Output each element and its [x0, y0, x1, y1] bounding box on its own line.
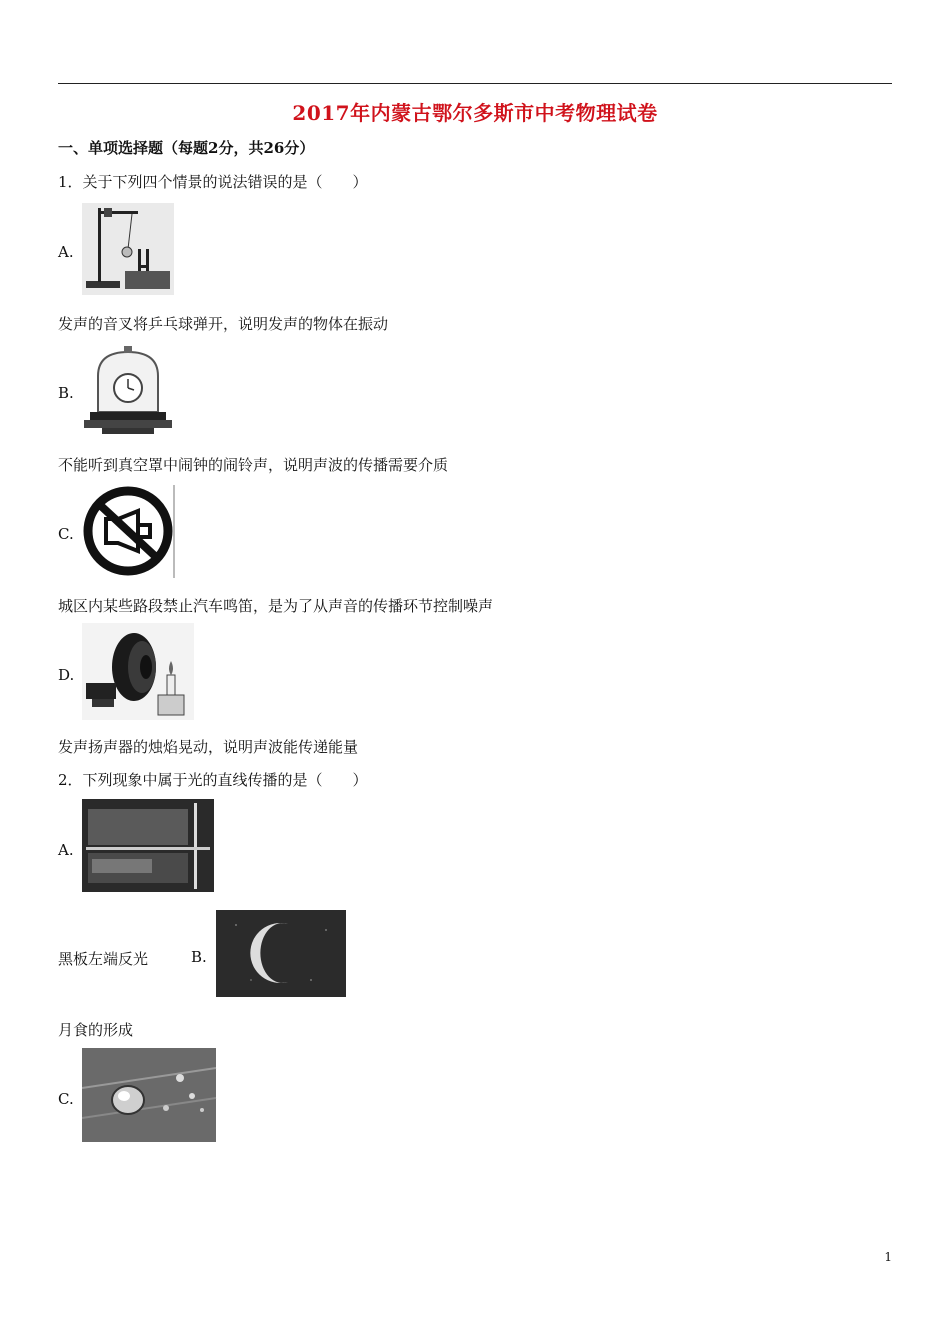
page-title: 2017年内蒙古鄂尔多斯市中考物理试卷: [292, 101, 658, 125]
q1-option-d-text: 发声扬声器的烛焰晃动，说明声波能传递能量: [58, 738, 359, 756]
q1-option-a-label: A.: [58, 243, 74, 261]
lunar-eclipse-photo: [216, 910, 346, 997]
speaker-candle-illustration: [82, 623, 194, 720]
q1-option-b-text: 不能听到真空罩中闹钟的闹铃声，说明声波的传播需要介质: [58, 456, 449, 474]
q2-option-a-text: 黑板左端反光: [58, 950, 149, 968]
question-1-stem: 1．关于下列四个情景的说法错误的是（ ）: [58, 173, 368, 191]
q2-option-b-text: 月食的形成: [58, 1021, 134, 1039]
section-heading: 一、单项选择题（每题2分，共26分）: [58, 139, 315, 157]
q1-option-c-text: 城区内某些路段禁止汽车鸣笛，是为了从声音的传播环节控制噪声: [58, 597, 494, 615]
q2-option-b-label: B.: [191, 948, 207, 966]
blackboard-glare-photo: [82, 799, 216, 894]
q1-option-c-label: C.: [58, 525, 74, 543]
no-honking-sign-icon: [82, 485, 176, 578]
water-droplet-photo: [82, 1048, 218, 1144]
q1-option-a-text: 发声的音叉将乒乓球弹开，说明发声的物体在振动: [58, 315, 389, 333]
header-rule: [58, 83, 892, 84]
tuning-fork-illustration: [82, 203, 174, 295]
question-2-stem: 2．下列现象中属于光的直线传播的是（ ）: [58, 771, 368, 789]
q2-option-a-label: A.: [58, 841, 74, 859]
q1-option-d-label: D.: [58, 666, 75, 684]
q2-option-c-label: C.: [58, 1090, 74, 1108]
q1-option-b-label: B.: [58, 384, 74, 402]
page-number: 1: [884, 1250, 892, 1264]
vacuum-bell-jar-illustration: [82, 344, 174, 437]
